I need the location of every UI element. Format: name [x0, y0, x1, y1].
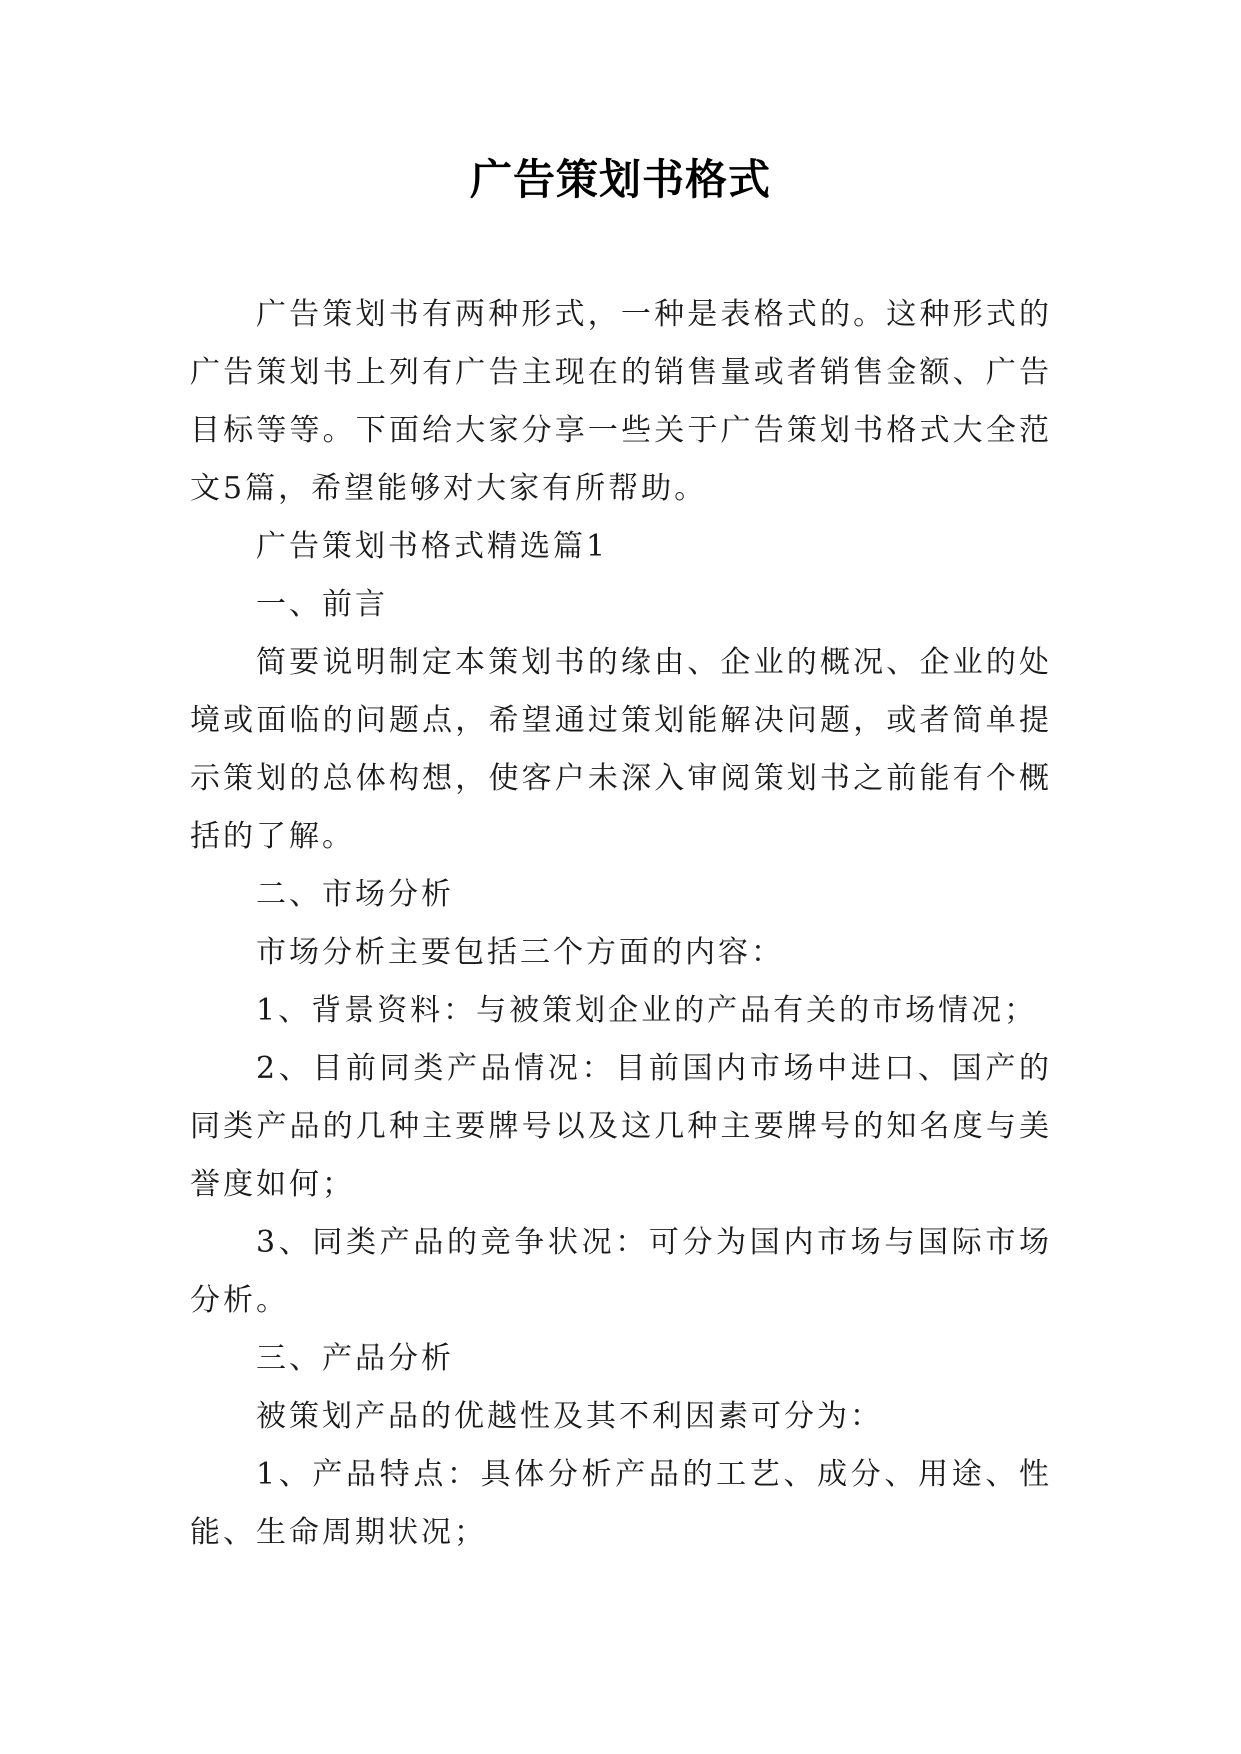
market-item-2: 2、目前同类产品情况：目前国内市场中进口、国产的同类产品的几种主要牌号以及这几种主要牌号的知名度与美誉度如何； — [190, 1051, 1052, 1202]
heading-preface: 一、前言 — [256, 587, 388, 622]
preface-paragraph: 简要说明制定本策划书的缘由、企业的概况、企业的处境或面临的问题点，希望通过策划能解决问题，或者简单提示策划的总体构想，使客户未深入审阅策划书之前能有个概括的了解。 — [190, 645, 1052, 854]
intro-paragraph: 广告策划书有两种形式，一种是表格式的。这种形式的广告策划书上列有广告主现在的销售量或者销售金额、广告目标等等。下面给大家分享一些关于广告策划书格式大全范文5篇，希望能够对大家有所帮助。 — [190, 297, 1052, 506]
product-analysis-intro: 被策划产品的优越性及其不利因素可分为： — [256, 1399, 883, 1434]
market-analysis-intro: 市场分析主要包括三个方面的内容： — [256, 935, 784, 970]
document-body — [190, 286, 1052, 1562]
market-item-3: 3、同类产品的竞争状况：可分为国内市场与国际市场分析。 — [190, 1225, 1052, 1318]
section-heading-sample-1: 广告策划书格式精选篇1 — [256, 529, 609, 564]
product-item-1: 1、产品特点：具体分析产品的工艺、成分、用途、性能、生命周期状况； — [190, 1457, 1052, 1550]
document-title: 广告策划书格式 — [469, 155, 771, 204]
market-item-1: 1、背景资料：与被策划企业的产品有关的市场情况； — [256, 993, 1038, 1028]
heading-market-analysis: 二、市场分析 — [256, 877, 454, 912]
heading-product-analysis: 三、产品分析 — [256, 1341, 454, 1376]
